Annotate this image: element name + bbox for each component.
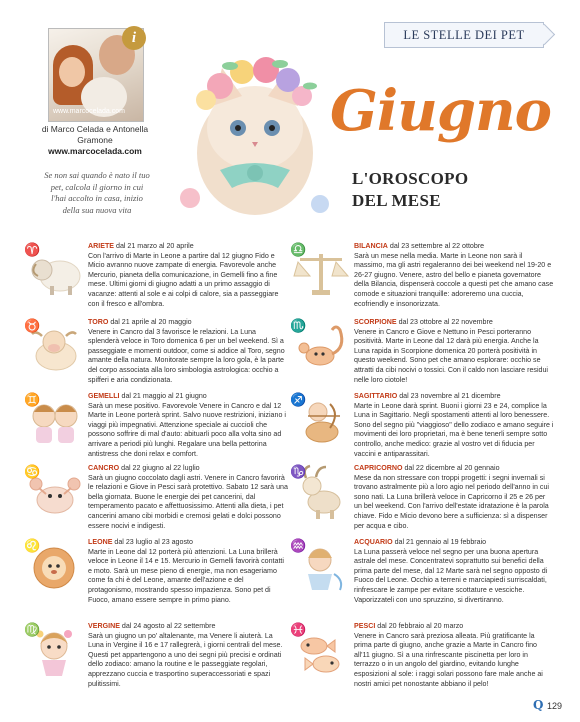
sign-dates: dal 23 ottobre al 22 novembre [398, 318, 493, 326]
sign-forecast: Con l'arrivo di Marte in Leone a partire dal 12 giugno Fido e Micio avranno nuove zampate di energia. Favorevole anche Mercurio, pianeta della comunicazione, in Gemelli fino a fine mese. Ultimi giorni di giugno adatti a un primo assaggio di vacanze: attenti al sole e ai colpi di calore, sia a passeggiare con il fresco e all'ombra. [88, 251, 279, 308]
sign-forecast: Marte in Leone dal 12 porterà più attenzioni. La Luna brillerà veloce in Leone il 14 e 15. Mercurio in Gemelli favorirà contatti e moto. Sarà un mese pieno di energie, ma non esageriamo come fa chi è del Leone, amante dell'azione e del protagonismo, mostrando spesso impazienza. Sono pet di Fuoco, amano essere sempre in primo piano. [88, 547, 284, 604]
section-label: LE STELLE DEI PET [384, 22, 544, 48]
subtitle-text: L'OROSCOPO DEL MESE [352, 169, 469, 210]
sign-forecast: Sarà un mese nella media. Marte in Leone non sarà il massimo, ma gli astri regaleranno dei bei weekend nel 19-20 e 26-27 giugno. Venere, astro del bello e pianeta governatore della Bilancia, dispenserà coccole a questi pet che amano case comode e situazioni tranquille: adoreremo una cuccia, ecofriendly e insonorizzata. [354, 251, 554, 308]
sign-dates: dal 22 giugno al 22 luglio [121, 464, 200, 472]
pisces-glyph-icon: ♓ [290, 622, 307, 637]
sign-name: VERGINE [88, 622, 120, 630]
sign-name: CANCRO [88, 464, 120, 472]
sign-forecast: Venere in Cancro dal 3 favorisce le relazioni. La Luna splenderà veloce in Toro domenica 6 per un bel weekend. Sì a passeggiate e momenti outdoor, come si addice al Toro, segno amante della natura. Monitorate sempre la loro gola, è la parte del corpo associata alla loro simbologia astrologica: occhio a spifferi e aria condizionata. [88, 327, 285, 384]
sign-dates: dal 23 novembre al 21 dicembre [399, 392, 501, 400]
sign-dates: dal 21 aprile al 20 maggio [110, 318, 192, 326]
aquarius-glyph-icon: ♒ [290, 538, 307, 553]
sign-text [88, 318, 288, 385]
sagittarius-glyph-icon: ♐ [290, 392, 307, 407]
sign-text [88, 392, 288, 459]
sign-forecast: Marte in Leone darà sprint. Buoni i giorni 23 e 24, complice la Luna in Sagittario. Negli spostamenti attenti al loro benessere. Sono del segno più "viaggioso" dello zodiaco e amano seguire i movimenti dei loro proprietari, ma è bene tenerli sempre sotto controllo, anche medico: grazie al vostro vet di fiducia per vaccini e antiparassitari. [354, 401, 554, 458]
sign-forecast: Sarà un giugno un po' altalenante, ma Venere li aiuterà. La Luna in Vergine il 16 e 17 rallegrerà, i giorni centrali del mese. Questi pet appartengono a uno dei segni più precisi e ordinati dello zodiaco: amano la routine e le passeggiate regolari, apprezzano cuccia e trasportino superaccessoriati e spazi pulitissimi. [88, 631, 283, 688]
sign-dates: dal 22 dicembre al 20 gennaio [404, 464, 500, 472]
sign-name: ARIETE [88, 242, 115, 250]
sign-name: PESCI [354, 622, 376, 630]
sign-dates: dal 23 settembre al 22 ottobre [389, 242, 485, 250]
sign-text [354, 318, 554, 385]
month-title: Giugno [330, 78, 552, 144]
magazine-logo-icon: Q [533, 698, 544, 712]
info-icon: i [122, 26, 146, 50]
sign-text [354, 538, 554, 605]
sign-forecast: Venere in Cancro sarà preziosa alleata. Più gratificante la prima parte di giugno, anche grazie a Marte in Cancro fino all'11 giugno. Sì a una rinfrescante piscinetta per loro in terrazzo o in un angolo del giardino, evitando lunghe esposizioni al sole: i raggi solari possono fare male anche ai nostri amici pet nonostante abbiano il pelo! [354, 631, 543, 688]
page-number-text: 129 [546, 701, 562, 711]
libra-glyph-icon: ♎ [290, 242, 307, 257]
sign-text [88, 622, 288, 689]
birth-note: Se non sai quando è nato il tuo pet, calcola il giorno in cui l'hai accolto in casa, inizio della sua nuova vita [44, 170, 150, 215]
sign-dates: dal 21 marzo al 20 aprile [116, 242, 194, 250]
author-website: www.marcocelada.com [48, 146, 142, 156]
sign-text [354, 392, 554, 459]
sign-dates: dal 21 maggio al 21 giugno [121, 392, 207, 400]
sign-forecast: Venere in Cancro e Giove e Nettuno in Pesci porteranno positività. Marte in Leone dal 12 darà più energia. Anche la Luna rapida in Scorpione domenica 20 porterà positività in questo weekend. Sono pet che amano esplorare: occhio se attratti da cibi nocivi o tossici. Con il caldo non lasciare residui nelle loro ciotole! [354, 327, 548, 384]
sign-text [354, 464, 554, 531]
sign-name: ACQUARIO [354, 538, 393, 546]
taurus-glyph-icon: ♉ [24, 318, 41, 333]
virgo-glyph-icon: ♍ [24, 622, 41, 637]
sign-dates: dal 20 febbraio al 20 marzo [377, 622, 464, 630]
sign-forecast: Mese da non stressare con troppi progetti: i segni invernali si trovano astralmente più a loro agio nel periodo dell'anno in cui sono nati. La Luna brillerà veloce in Capricorno il 25 e 26 per un bel weekend. Con l'arrivo dell'estate idratazione è la parola chiave. Fido e Micio devono bere a sufficienza: sì a dispenser per acqua e cibo. [354, 473, 549, 530]
sign-text [88, 242, 288, 309]
sign-name: TORO [88, 318, 109, 326]
sign-dates: dal 23 luglio al 23 agosto [114, 538, 193, 546]
sign-forecast: Sarà un mese positivo. Favorevole Venere in Cancro e dal 12 Marte in Leone porterà sprint. Salvo nuove restrizioni, iniziano i viaggi più impegnativi. Attenzione speciale ai cuccioli che possono soffrire di mal d'auto: abituarli poco alla volta sino ad arrivare a periodi più lunghi. Regalare una bella pettorina antistress che doni relax e comfort. [88, 401, 286, 458]
sign-name: LEONE [88, 538, 113, 546]
sign-name: SCORPIONE [354, 318, 397, 326]
sign-text [354, 242, 554, 309]
kitten-flower-illustration [160, 28, 350, 223]
sign-name: SAGITTARIO [354, 392, 398, 400]
cancer-glyph-icon: ♋ [24, 464, 41, 479]
scorpio-glyph-icon: ♏ [290, 318, 307, 333]
subtitle [352, 168, 472, 212]
sign-forecast: La Luna passerà veloce nel segno per una buona apertura astrale del mese. Concentratevi soprattutto sui benefici della prima parte del mese, dal 12 Marte sarà nel segno opposto di Fuoco del Leone. Occhio a terreni e marciapiedi surriscaldati, rinfrescare le zampe per evitare scottature e vesciche. Vaporizzateli con uno spruzzino, si divertiranno. [354, 547, 548, 604]
sign-text [354, 622, 554, 689]
sign-text [88, 464, 288, 531]
author-figure-face [59, 57, 85, 87]
sign-forecast: Sarà un giugno coccolato dagli astri. Venere in Cancro favorirà le relazioni e Giove in Pesci sarà protettivo. Sabato 12 sarà una bella giornata. Buone le energie dei pet cancerini, dal temperamento pacato e affettuosissimo. Attenti alla dieta, i pet cancerini amano cibi morbidi e cremosi gelati e dolci possono essere nocivi e indigesti. [88, 473, 288, 530]
leo-glyph-icon: ♌ [24, 538, 41, 553]
sign-text [88, 538, 288, 605]
page-number [533, 698, 562, 712]
sign-name: GEMELLI [88, 392, 120, 400]
sign-name: CAPRICORNO [354, 464, 403, 472]
author-byline: di Marco Celada e Antonella Gramone [41, 124, 149, 145]
photo-url-text: www.marcocelada.com [53, 108, 125, 115]
aries-glyph-icon: ♈ [24, 242, 41, 257]
sign-dates: dal 21 gennaio al 19 febbraio [394, 538, 487, 546]
capricorn-glyph-icon: ♑ [290, 464, 307, 479]
gemini-glyph-icon: ♊ [24, 392, 41, 407]
sign-name: BILANCIA [354, 242, 388, 250]
sign-dates: dal 24 agosto al 22 settembre [121, 622, 216, 630]
